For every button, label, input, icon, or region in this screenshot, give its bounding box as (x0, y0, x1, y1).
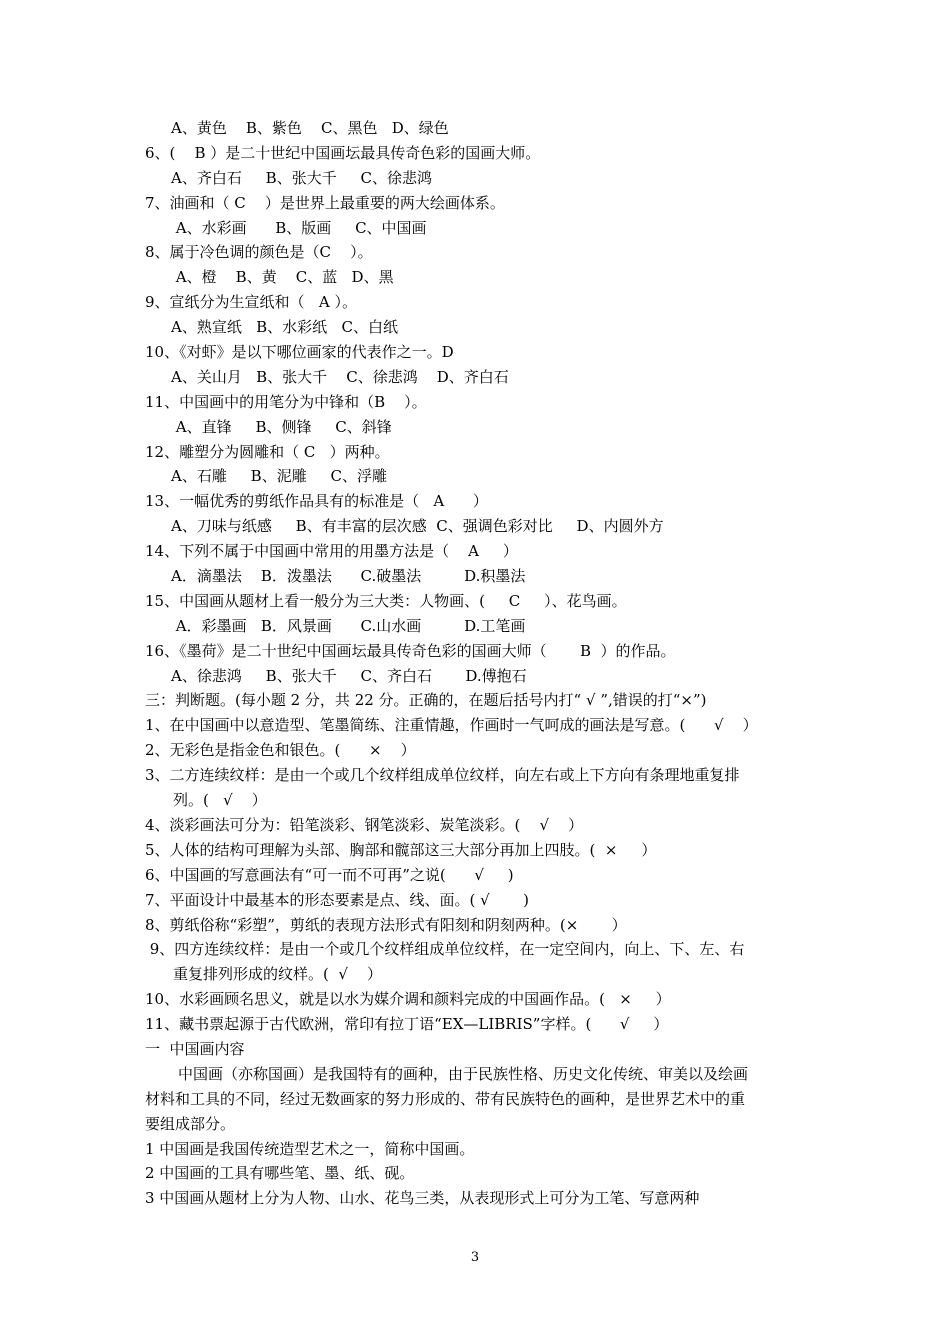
text-line: 1 中国画是我国传统造型艺术之一，简称中国画。 (145, 1139, 475, 1158)
text-line: 材料和工具的不同，经过无数画家的努力形成的、带有民族特色的画种，是世界艺术中的重 (145, 1089, 746, 1108)
text-line: 7、油画和（ C ）是世界上最重要的两大绘画体系。 (145, 193, 505, 212)
text-line: A、熟宣纸 B、水彩纸 C、白纸 (171, 318, 398, 337)
text-line: 1、在中国画中以意造型、笔墨简练、注重情趣，作画时一气呵成的画法是写意。( √ ） (145, 716, 758, 735)
text-line: 11、藏书票起源于古代欧洲，常印有拉丁语“EX—LIBRIS”字样。( √ ） (145, 1015, 669, 1034)
text-line: A、石雕 B、泥雕 C、浮雕 (171, 467, 388, 486)
text-line: 9、四方连续纹样：是由一个或几个纹样组成单位纹样，在一定空间内，向上、下、左、右 (145, 940, 745, 959)
text-line: 14、下列不属于中国画中常用的用墨方法是（ A ） (145, 542, 518, 561)
document-body (145, 116, 815, 1211)
text-line: A、徐悲鸿 B、张大千 C、齐白石 D.傅抱石 (171, 666, 527, 685)
text-line: 9、宣纸分为生宣纸和（ A ）。 (145, 293, 357, 312)
page-number: 3 (470, 1250, 480, 1265)
text-line: 8、属于冷色调的颜色是（C ）。 (145, 243, 373, 262)
text-line: 中国画（亦称国画）是我国特有的画种，由于民族性格、历史文化传统、审美以及绘画 (178, 1064, 749, 1083)
text-line: 2、无彩色是指金色和银色。( × ） (145, 741, 416, 760)
text-line: 12、雕塑分为圆雕和（ C ）两种。 (145, 442, 390, 461)
text-line: 3、二方连续纹样：是由一个或几个纹样组成单位纹样，向左右或上下方向有条理地重复排 (145, 766, 740, 785)
text-line: 一 中国画内容 (145, 1039, 245, 1058)
text-line: 7、平面设计中最基本的形态要素是点、线、面。( √ ) (145, 890, 529, 909)
text-line: 8、剪纸俗称“彩塑”，剪纸的表现方法形式有阳刻和阴刻两种。(× ） (145, 915, 627, 934)
text-line: A、黄色 B、紫色 C、黑色 D、绿色 (171, 119, 449, 137)
text-line: 4、淡彩画法可分为：铅笔淡彩、钢笔淡彩、炭笔淡彩。( √ ） (145, 815, 584, 834)
text-line: 列。( √ ） (173, 791, 267, 810)
text-line: 10、水彩画顾名思义，就是以水为媒介调和颜料完成的中国画作品。( × ） (145, 990, 671, 1009)
text-line: 16、《墨荷》是二十世纪中国画坛最具传奇色彩的国画大师（ B ）的作品。 (145, 641, 676, 660)
text-line: A．彩墨画 B．风景画 C.山水画 D.工笔画 (171, 616, 526, 635)
text-line: 三：判断题。(每小题 2 分，共 22 分。正确的，在题后括号内打“ √ ”,错误的打“×”) (145, 691, 707, 710)
text-line: 6、中国画的写意画法有“可一而不可再”之说( √ ) (145, 865, 514, 884)
text-line: 11、中国画中的用笔分为中锋和（B ）。 (145, 392, 427, 411)
text-line: 3 中国画从题材上分为人物、山水、花鸟三类，从表现形式上可分为工笔、写意两种 (145, 1189, 700, 1208)
text-line: 重复排列形成的纹样。( √ ） (173, 965, 383, 984)
text-line: A．滴墨法 B．泼墨法 C.破墨法 D.积墨法 (171, 567, 526, 586)
text-line: 6、( B ）是二十世纪中国画坛最具传奇色彩的国画大师。 (145, 143, 541, 162)
text-line: A、刀味与纸感 B、有丰富的层次感 C、强调色彩对比 D、内圆外方 (171, 517, 664, 536)
text-line: 2 中国画的工具有哪些笔、墨、纸、砚。 (145, 1164, 415, 1183)
text-line: A、橙 B、黄 C、蓝 D、黑 (171, 268, 394, 287)
text-line: 5、人体的结构可理解为头部、胸部和髋部这三大部分再加上四肢。( × ） (145, 840, 657, 859)
text-line: A、关山月 B、张大千 C、徐悲鸿 D、齐白石 (171, 367, 509, 386)
text-line: 要组成部分。 (145, 1114, 236, 1133)
text-line: A、齐白石 B、张大千 C、徐悲鸿 (171, 168, 433, 187)
text-line: A、直锋 B、侧锋 C、斜锋 (171, 417, 392, 436)
text-line: 15、中国画从题材上看一般分为三大类：人物画、( C ）、花鸟画。 (145, 591, 627, 610)
text-line: 10、《对虾》是以下哪位画家的代表作之一。D (145, 343, 454, 362)
text-line: A、水彩画 B、版画 C、中国画 (171, 218, 427, 237)
text-line: 13、一幅优秀的剪纸作品具有的标准是（ A ） (145, 492, 488, 511)
